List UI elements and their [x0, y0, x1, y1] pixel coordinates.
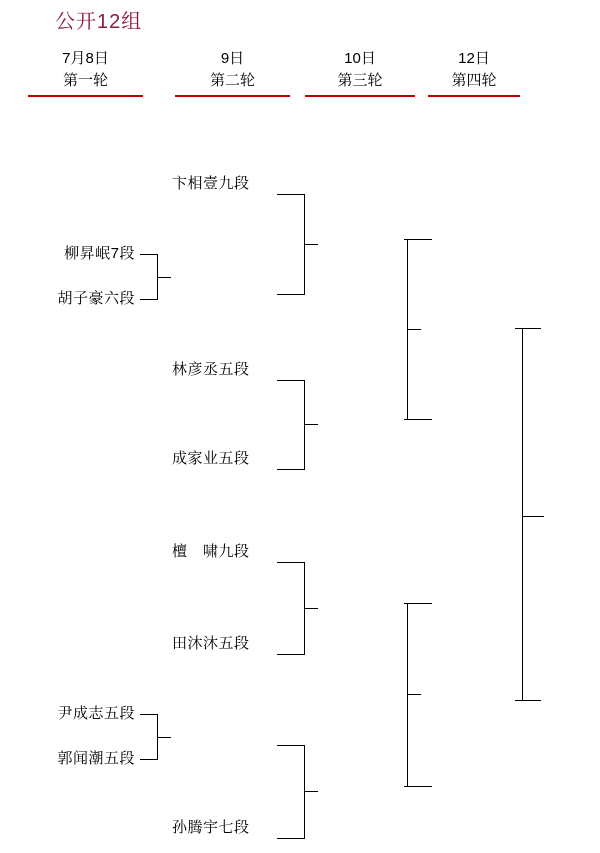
round-underline — [28, 95, 143, 97]
bracket-line — [522, 328, 523, 701]
player-r2-3: 成家业五段 — [172, 450, 250, 467]
bracket-line — [304, 424, 318, 425]
player-r2-1: 卞相壹九段 — [172, 175, 250, 192]
bracket-line — [277, 194, 305, 195]
bracket-line — [277, 562, 305, 563]
bracket-line — [522, 516, 544, 517]
bracket-line — [407, 603, 408, 787]
bracket-line — [277, 745, 305, 746]
round-name: 第二轮 — [209, 72, 255, 89]
bracket-line — [140, 759, 158, 760]
player-r2-4: 檀 啸九段 — [172, 543, 250, 560]
player-r2-6: 孙腾宇七段 — [172, 819, 250, 836]
round-underline — [428, 95, 520, 97]
round-header-4 — [428, 48, 520, 97]
bracket-line — [304, 745, 305, 839]
round-date: 10日 — [344, 50, 376, 67]
bracket-line — [515, 700, 541, 701]
round-date: 12日 — [458, 50, 490, 67]
round-underline — [175, 95, 290, 97]
round-underline — [305, 95, 415, 97]
bracket-line — [304, 380, 305, 470]
player-r2-5: 田沐沐五段 — [172, 635, 250, 652]
round-header-1 — [28, 48, 143, 97]
bracket-line — [277, 838, 305, 839]
bracket-line — [157, 277, 171, 278]
round-name: 第一轮 — [62, 72, 108, 89]
bracket-line — [277, 380, 305, 381]
bracket-line — [277, 294, 305, 295]
bracket-line — [404, 786, 432, 787]
round-header-3 — [305, 48, 415, 97]
bracket-line — [407, 329, 421, 330]
player-r1-2: 胡子豪六段 — [57, 290, 135, 307]
round-name: 第三轮 — [337, 72, 383, 89]
round-date: 9日 — [220, 50, 245, 67]
player-r1-3: 尹成志五段 — [57, 705, 135, 722]
bracket-line — [515, 328, 541, 329]
round-date: 7月8日 — [62, 50, 109, 67]
bracket-line — [277, 654, 305, 655]
player-r1-4: 郭闻潮五段 — [57, 750, 135, 767]
bracket-line — [404, 419, 432, 420]
player-r2-2: 林彦丞五段 — [172, 361, 250, 378]
bracket-line — [404, 239, 432, 240]
bracket-line — [140, 254, 158, 255]
bracket-line — [140, 299, 158, 300]
bracket-line — [140, 714, 158, 715]
bracket-line — [407, 694, 421, 695]
bracket-line — [404, 603, 432, 604]
bracket-line — [304, 244, 318, 245]
player-r1-1: 柳昇岷7段 — [64, 245, 135, 262]
round-name: 第四轮 — [451, 72, 497, 89]
bracket-line — [277, 469, 305, 470]
page-title: 公开12组 — [55, 11, 143, 33]
bracket-line — [304, 791, 318, 792]
round-header-2 — [175, 48, 290, 97]
bracket-line — [157, 737, 171, 738]
bracket-line — [304, 608, 318, 609]
